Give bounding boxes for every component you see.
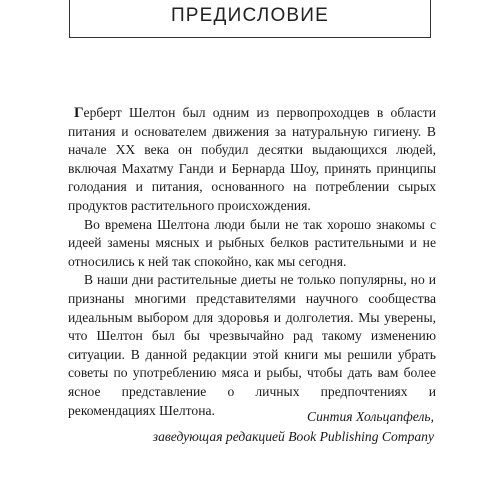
signature-name: Синтия Хольцапфель, bbox=[307, 409, 434, 424]
foreword-body bbox=[68, 104, 436, 420]
signature-block bbox=[153, 407, 434, 446]
paragraph-3: В наши дни растительные диеты не только популярны, но и признаны многими представителями научного сообщества идеальным выбором для здоровья и долголетия. Мы уверены, что Шелтон был бы чрезвычайно рад такому изменению ситуации. В данной редакции этой книги мы решили убрать советы по употреблению мяса и рыбы, чтобы дать вам более ясное представление о личных предпочтениях и рекомендациях Шелтона. bbox=[68, 272, 436, 418]
page-title: ПРЕДИСЛОВИЕ bbox=[170, 5, 330, 26]
paragraph-2: Во времена Шелтона люди были не так хорошо знакомы с идеей замены мясных и рыбных белков растительными и не относились к ней так спокойно, как мы сегодня. bbox=[68, 216, 436, 269]
signature-position: заведующая редакцией Book Publishing Company bbox=[152, 428, 434, 444]
drop-initial: Г bbox=[74, 105, 84, 121]
paragraph-1-text: ерберт Шелтон был одним из первопроходцев в области питания и основателем движения за натуральную гигиену. В начале XX века он побудил десятки выдающихся людей, включая Махатму Ганди и Бернарда Шоу, принять принципы голодания и питания, основанного на потреблении сырых продуктов растительного происхождения. bbox=[68, 105, 436, 213]
paragraph-1 bbox=[68, 104, 436, 216]
